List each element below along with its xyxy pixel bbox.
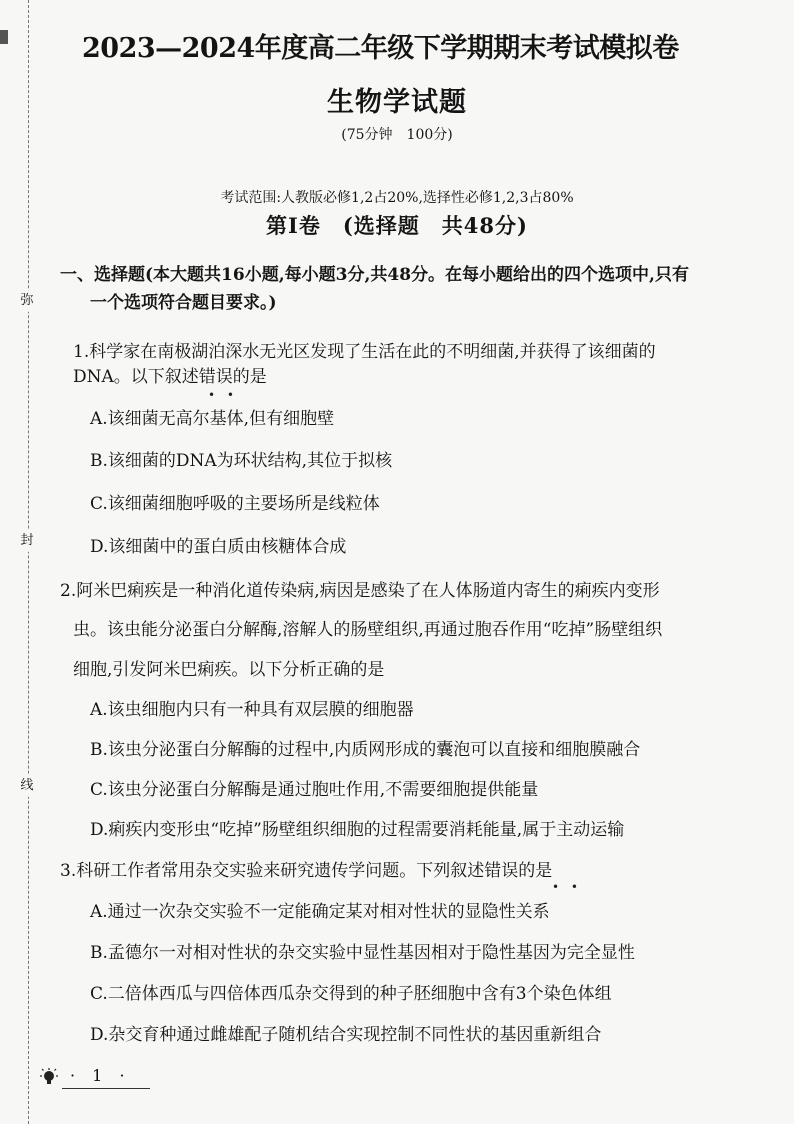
question-1-option-a[interactable]: A.该细菌无高尔基体,但有细胞壁 <box>90 409 335 429</box>
question-3-option-b[interactable]: B.孟德尔一对相对性状的杂交实验中显性基因相对于隐性基因为完全显性 <box>90 943 635 963</box>
question-2-option-a[interactable]: A.该虫细胞内只有一种具有双层膜的细胞器 <box>90 700 414 720</box>
binding-char-xian: 线 <box>16 775 38 797</box>
question-1-option-c[interactable]: C.该细菌细胞呼吸的主要场所是线粒体 <box>90 494 380 514</box>
question-1-option-d[interactable]: D.该细菌中的蛋白质由核糖体合成 <box>90 537 347 557</box>
volume-heading: 第Ⅰ卷 (选择题 共48分) <box>266 213 528 238</box>
question-1-line2: DNA。以下叙述错误的是 <box>73 367 267 387</box>
question-2-option-d[interactable]: D.痢疾内变形虫“吃掉”肠壁组织细胞的过程需要消耗能量,属于主动运输 <box>90 820 625 840</box>
binding-char-mi: 弥 <box>16 290 38 312</box>
emphasis-dots: • • <box>552 880 582 894</box>
lightbulb-icon <box>40 1068 58 1086</box>
exam-title: 2023—2024年度高二年级下学期期末考试模拟卷 <box>82 33 679 64</box>
footer-underline <box>62 1088 150 1089</box>
question-3-option-a[interactable]: A.通过一次杂交实验不一定能确定某对相对性状的显隐性关系 <box>90 902 550 922</box>
question-2-line1: 2.阿米巴痢疾是一种消化道传染病,病因是感染了在人体肠道内寄生的痢疾内变形 <box>60 581 660 601</box>
section-instructions <box>60 263 760 313</box>
page-number: · 1 · <box>70 1066 131 1085</box>
question-2-line3: 细胞,引发阿米巴痢疾。以下分析正确的是 <box>73 660 385 680</box>
question-3-line1: 3.科研工作者常用杂交实验来研究遗传学问题。下列叙述错误的是 <box>60 861 553 881</box>
binding-line <box>28 0 29 1124</box>
question-1-option-b[interactable]: B.该细菌的DNA为环状结构,其位于拟核 <box>90 451 393 471</box>
exam-scope: 考试范围:人教版必修1,2占20%,选择性必修1,2,3占80% <box>220 190 574 206</box>
question-3-option-c[interactable]: C.二倍体西瓜与四倍体西瓜杂交得到的种子胚细胞中含有3个染色体组 <box>90 984 612 1004</box>
question-3-option-d[interactable]: D.杂交育种通过雌雄配子随机结合实现控制不同性状的基因重新组合 <box>90 1025 602 1045</box>
section-instructions-line1: 一、选择题(本大题共16小题,每小题3分,共48分。在每小题给出的四个选项中,只有 <box>60 265 689 285</box>
binding-char-feng: 封 <box>16 530 38 552</box>
corner-mark <box>0 30 8 44</box>
subject-title: 生物学试题 <box>327 87 467 118</box>
question-2-option-c[interactable]: C.该虫分泌蛋白分解酶是通过胞吐作用,不需要细胞提供能量 <box>90 780 539 800</box>
question-2-option-b[interactable]: B.该虫分泌蛋白分解酶的过程中,内质网形成的囊泡可以直接和细胞膜融合 <box>90 740 641 760</box>
question-2-line2: 虫。该虫能分泌蛋白分解酶,溶解人的肠壁组织,再通过胞吞作用“吃掉”肠壁组织 <box>73 620 663 640</box>
emphasis-dots: • • <box>208 388 238 402</box>
question-1-line1: 1.科学家在南极湖泊深水无光区发现了生活在此的不明细菌,并获得了该细菌的 <box>73 342 656 362</box>
section-instructions-line2: 一个选项符合题目要求。) <box>90 293 277 313</box>
exam-duration: (75分钟 100分) <box>341 127 453 143</box>
